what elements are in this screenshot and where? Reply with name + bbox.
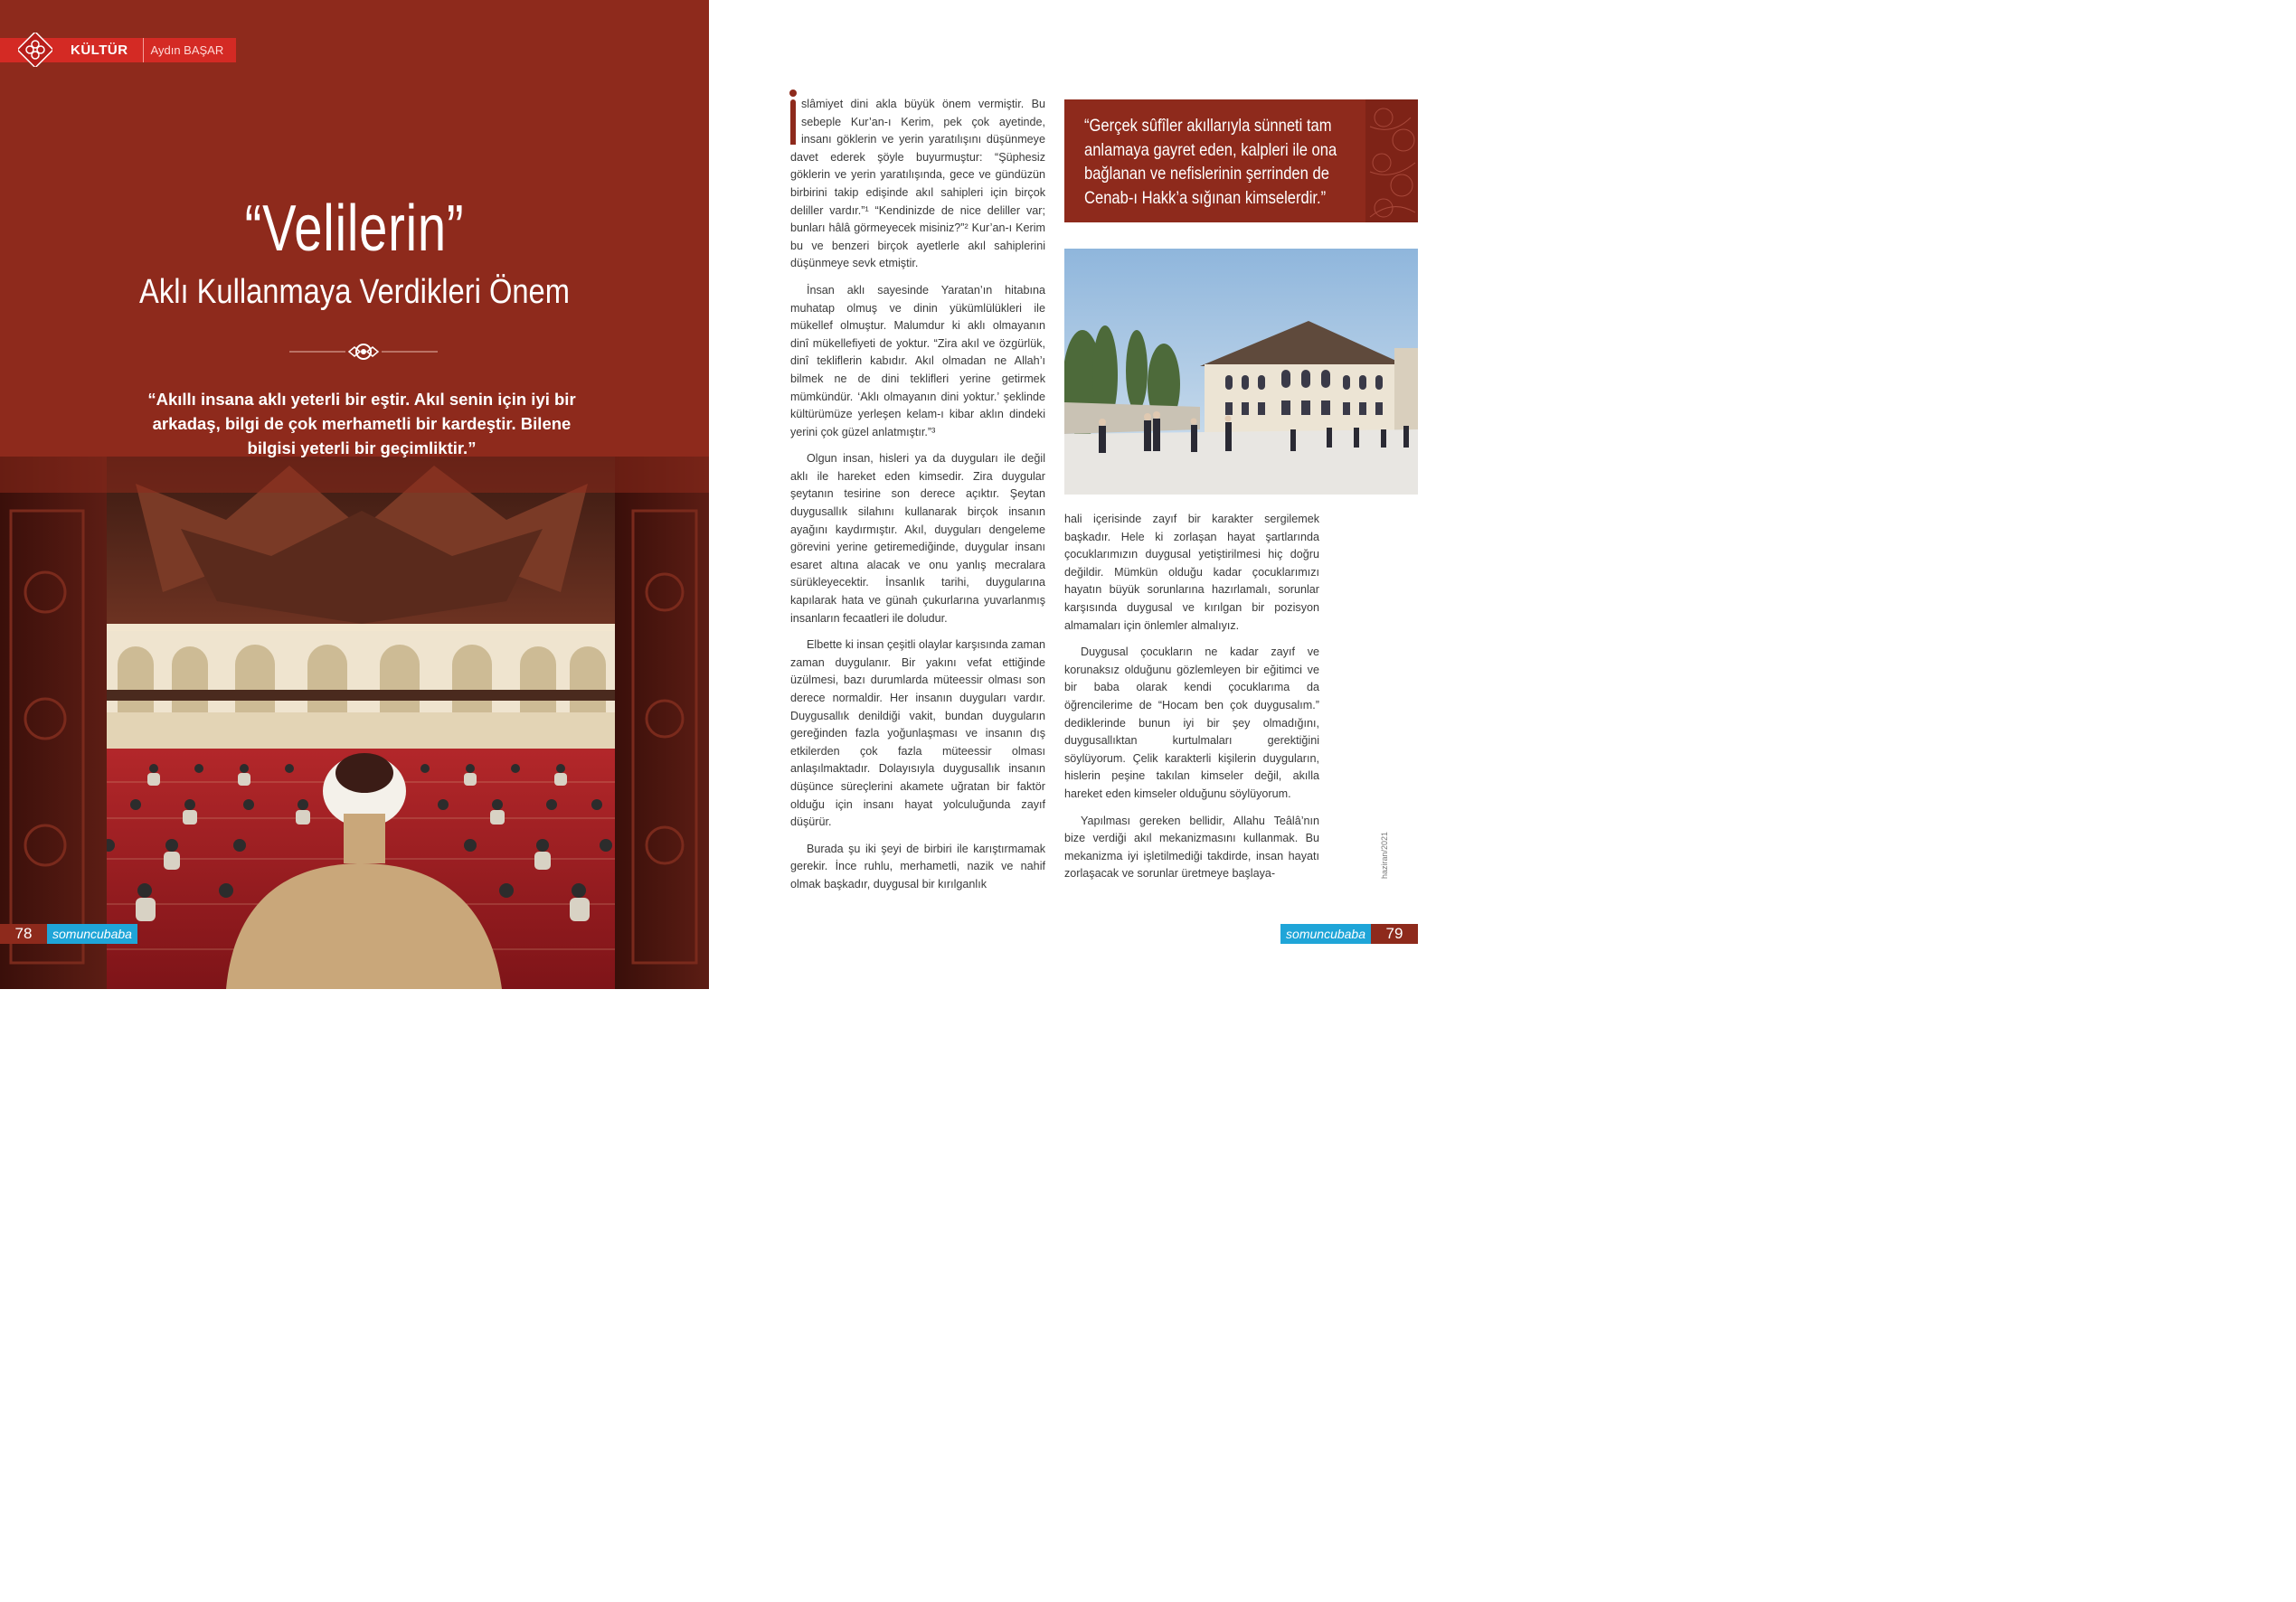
issue-date: haziran/2021	[1380, 831, 1389, 879]
brand-logo: somuncubaba	[47, 924, 137, 944]
body-column-1	[790, 96, 1045, 903]
pull-quote: “Gerçek sûfîler akıllarıyla sünneti tam anlamaya gayret eden, kalpleri ile ona bağlanan ve nefislerinin şerrinden de Cenab-ı Hakk’a sığınan kimselerdir.”	[1084, 116, 1337, 208]
brand-logo: somuncubaba	[1280, 924, 1371, 944]
category-label: KÜLTÜR	[71, 42, 128, 58]
epigraph-quote: “Akıllı insana aklı yeterli bir eştir. Akıl senin için iyi bir arkadaş, bilgi de çok merhametli bir kardeştir. Bilene bilgisi yeterli bir geçimliktir.”	[147, 390, 576, 457]
paragraph: hali içerisinde zayıf bir karakter sergilemek başkadır. Hele ki zorlaşan hayat şartlarında çocuklarımızın duygusal yetiştirilmesi hiç doğru değildir. Mümkün olduğu kadar çocuklarımızı hayatın büyük sorunlarına hazırlamalı, sorunlar karşısında duygusal ve kırılgan bir pozisyon almamaları için önlemler almalıyız.	[1064, 513, 1319, 632]
paragraph: slâmiyet dini akla büyük önem vermiştir. Bu sebeple Kur’an-ı Kerim, pek çok ayetinde, insanı göklerin ve yerin yaratılışını düşünmeye davet ederek şöyle buyurmuştur: “Şüphesiz göklerin ve yerin yaratılışında, gece ve gündüzün birbirini takip edişinde akıl sahipleri için birçok deliller vardır.”¹ “Kendinizde de nice deliller var; bunları hâlâ görmeyecek misiniz?”² Kur’an-ı Kerim bu ve benzeri birçok ayetlerle akıl sahiplerini düşünmeye sevk etmiştir.	[790, 98, 1045, 270]
right-page	[709, 0, 1418, 989]
mosque-courtyard-photo	[1064, 249, 1418, 495]
pull-quote-box	[1064, 99, 1418, 222]
article-subtitle: Aklı Kullanmaya Verdikleri Önem	[139, 273, 570, 311]
dropcap-i	[790, 99, 796, 145]
page-number-left	[0, 924, 137, 944]
paragraph: Elbette ki insan çeşitli olaylar karşısında zaman zaman duygulanır. Bir yakını vefat ettiğinde üzülmesi, bazı durumlarda müteessir olması son derece normaldir. Her insanın duyguları vardır. Duygusallık denildiği vakit, bundan duyguların gereğinden fazla yoğunlaşması ve insanın dış etkilerden çok fazla müteessir olması anlaşılmaktadır. Dolayısıyla duygusallık insanın düşünce süreçlerini akamete uğratan bir faktör olduğu için insanı hayat yolculuğunda zayıf düşürür.	[790, 638, 1045, 829]
left-page	[0, 0, 709, 989]
paragraph: Burada şu iki şeyi de birbiri ile karıştırmamak gerekir. İnce ruhlu, merhametli, nazik ve nahif olmak başkadır, duygusal bir kırılganlık	[790, 842, 1045, 891]
page-number: 78	[0, 924, 47, 944]
paragraph: Duygusal çocukların ne kadar zayıf ve korunaksız olduğunu gözlemleyen bir eğitimci ve bir baba olarak kendi çocuklarıma da öğrencilerime de “Hocam ben çok duygusalım.” dediklerinde bunun iyi bir şey olmadığını, duygusallıktan kurtulmaları gerektiğini söylüyorum. Çelik karakterli kişilerin duyguların, hislerin peşine takılan kimseler değil, akılla hareket eden kimseler olduğunu söylüyorum.	[1064, 646, 1319, 800]
paragraph: Yapılması gereken bellidir, Allahu Teâlâ’nın bize verdiği akıl mekanizmasını kullanmak. Bu mekanizma iyi işletilmediği takdirde, insan hayatı zorlaşacak ve sorunlar üretmeye başlaya-	[1064, 814, 1319, 881]
page-number-right	[1280, 924, 1418, 944]
author-name: Aydın BAŞAR	[150, 43, 224, 57]
ornament-icon	[18, 33, 52, 67]
floral-pattern-icon	[1365, 99, 1418, 222]
page-number: 79	[1371, 924, 1418, 944]
paragraph: İnsan aklı sayesinde Yaratan’ın hitabına muhatap olmuş ve dinin yükümlülükleri ile mükellef olmuştur. Malumdur ki aklı olmayanın dinî mükellefiyeti de yoktur. “Zira akıl ve özgürlük, dinî tekliflerin kabıdır. Akıl olmadan ne Allah’ı bilmek ne de dini teklifleri yerine getirmek mümkündür. ‘Aklı olmayanın dini yoktur.’ şeklinde kültürümüze yerleşen kelam-ı kibar aklın dindeki yerini çok güzel anlatmıştır.”³	[790, 283, 1045, 438]
ornament-divider	[289, 340, 438, 363]
article-title: “Velilerin”	[244, 193, 465, 265]
paragraph: Olgun insan, hisleri ya da duyguları ile değil aklı ile hareket eden kimsedir. Zira duygular şeytanın tesirine son derece açıktır. Şeytan duygusallık silahını kullanarak birçok insanın ayağını kaydırmıştır. Akıl, duyguları dengeleme görevini yerine getiremediğinde, duygular insanı esaret altına alacak ve onu yanlış mecralara sürükleyecektir. İnsanlık tarihi, duygularına kapılarak hata ve günah çukurlarına yuvarlanmış insanların fecaatleri ile doludur.	[790, 452, 1045, 625]
mosque-interior-photo	[0, 457, 709, 989]
body-column-2	[1064, 511, 1319, 892]
